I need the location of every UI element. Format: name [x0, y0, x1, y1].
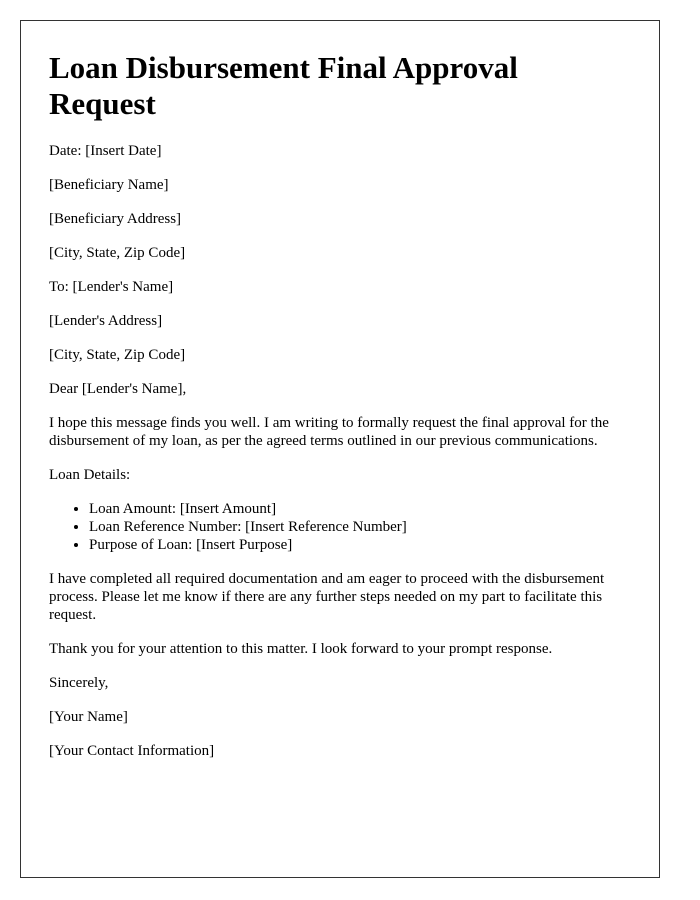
- lender-city: [City, State, Zip Code]: [49, 347, 186, 363]
- loan-details-list: [49, 500, 631, 554]
- body-paragraph: I have completed all required documentation and am eager to proceed with the disbursement process. Please let me know if there are any further steps needed on my part to facilitate this request.: [49, 571, 605, 623]
- salutation: Dear [Lender's Name],: [49, 381, 187, 397]
- list-item: • Loan Amount: [Insert Amount]: [89, 500, 631, 518]
- recipient-line: To: [Lender's Name]: [49, 279, 174, 295]
- thanks-paragraph: Thank you for your attention to this matter. I look forward to your prompt response.: [49, 641, 553, 657]
- signature-name: [Your Name]: [49, 709, 128, 725]
- intro-paragraph: I hope this message finds you well. I am writing to formally request the final approval for the disbursement of my loan, as per the agreed terms outlined in our previous communications.: [49, 415, 609, 449]
- lender-address: [Lender's Address]: [49, 313, 163, 329]
- loan-details-heading: Loan Details:: [49, 467, 131, 483]
- beneficiary-name: [Beneficiary Name]: [49, 177, 169, 193]
- beneficiary-address: [Beneficiary Address]: [49, 211, 182, 227]
- list-item: • Purpose of Loan: [Insert Purpose]: [89, 536, 631, 554]
- list-item: • Loan Reference Number: [Insert Reference Number]: [89, 518, 631, 536]
- letter-page: [20, 20, 660, 878]
- closing: Sincerely,: [49, 675, 109, 691]
- date-line: Date: [Insert Date]: [49, 143, 162, 159]
- beneficiary-city: [City, State, Zip Code]: [49, 245, 186, 261]
- letter-title: Loan Disbursement Final Approval Request: [49, 50, 518, 121]
- signature-contact: [Your Contact Information]: [49, 743, 215, 759]
